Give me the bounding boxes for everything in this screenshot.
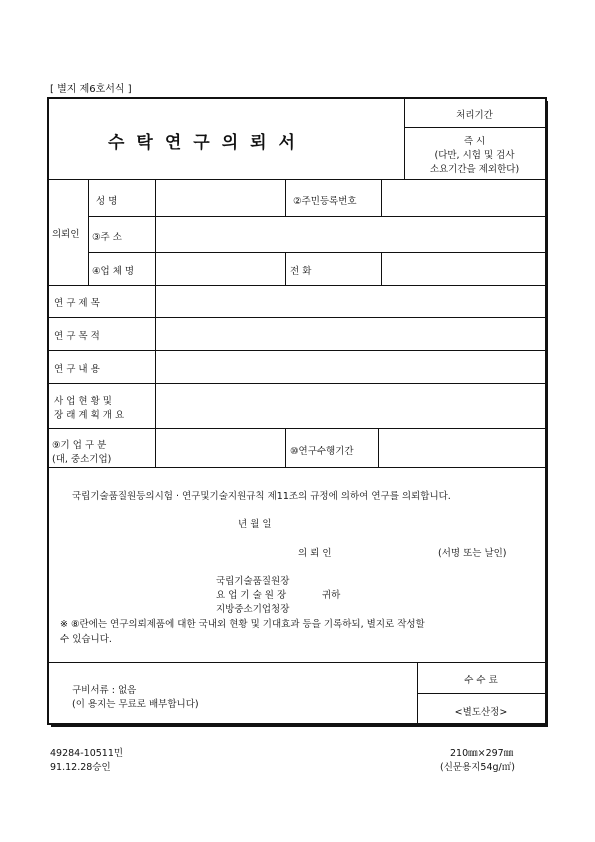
divider (49, 285, 545, 286)
research-content-label: 연 구 내 용 (54, 364, 100, 375)
name-field[interactable] (157, 181, 283, 214)
divider (381, 252, 382, 285)
free-distribution-note: (이 용지는 무료로 배부합니다) (72, 699, 199, 710)
resident-id-field[interactable] (383, 181, 543, 214)
research-title-label: 연 구 제 목 (54, 298, 100, 309)
research-content-field[interactable] (157, 352, 543, 381)
form-code: 49284-10511민 (50, 748, 124, 759)
form-title: 수탁연구의뢰서 (108, 133, 307, 153)
phone-field[interactable] (383, 254, 543, 283)
processing-note-2: 소요기간을 제외한다) (429, 164, 520, 175)
divider (155, 179, 156, 285)
divider (49, 662, 545, 663)
business-status-label-1: 사 업 현 황 및 (54, 396, 112, 407)
phone-label: 전 화 (290, 266, 312, 277)
research-title-field[interactable] (157, 287, 543, 315)
recipient-suffix: 귀하 (322, 590, 341, 601)
company-name-label: ④업 체 명 (92, 266, 135, 277)
research-purpose-field[interactable] (157, 319, 543, 348)
paper-type: (신문용지54g/㎡) (440, 762, 515, 773)
divider (285, 252, 286, 285)
recipient-2: 요 업 기 술 원 장 (216, 590, 287, 601)
divider (285, 179, 286, 216)
processing-note-1: (다만, 시험 및 검사 (434, 150, 515, 161)
divider (88, 216, 545, 217)
requester-group-label: 의뢰인 (52, 229, 80, 240)
requester-sign-label: 의 뢰 인 (298, 548, 332, 559)
company-name-field[interactable] (157, 254, 283, 283)
company-category-label-1: ⑨기 업 구 분 (52, 440, 107, 451)
divider (417, 693, 545, 694)
name-label: 성 명 (96, 196, 118, 207)
paper-size: 210㎜×297㎜ (450, 748, 514, 759)
recipient-1: 국립기술품질원장 (216, 576, 290, 587)
divider (49, 179, 545, 180)
divider (49, 428, 545, 429)
resident-id-label: ②주민등록번호 (293, 196, 357, 207)
attachments-label: 구비서류 : 없음 (72, 685, 137, 696)
address-label: ③주 소 (92, 232, 122, 243)
company-category-field[interactable] (157, 430, 283, 465)
divider (49, 383, 545, 384)
research-period-field[interactable] (380, 430, 543, 465)
divider (49, 467, 545, 468)
business-status-field[interactable] (157, 385, 543, 426)
divider (155, 285, 156, 467)
business-status-label-2: 장 래 계 획 개 요 (54, 410, 125, 421)
divider (88, 179, 89, 285)
fee-label: 수 수 료 (464, 675, 498, 686)
form-number-label: [ 별지 제6호서식 ] (50, 84, 132, 95)
note-line-1: ※ ⑧란에는 연구의뢰제품에 대한 국내외 현황 및 기대효과 등을 기록하되, 별지로 작성할 (60, 619, 425, 630)
divider (285, 428, 286, 467)
divider (88, 252, 545, 253)
approval-date: 91.12.28승인 (50, 762, 111, 773)
address-field[interactable] (157, 218, 543, 250)
company-category-label-2: (대, 중소기업) (52, 454, 112, 465)
divider (378, 428, 379, 467)
recipient-3: 지방중소기업청장 (216, 604, 290, 615)
fee-value: <별도산정> (454, 707, 508, 718)
processing-period-value: 즉 시 (463, 136, 486, 147)
research-period-label: ⑩연구수행기간 (290, 446, 354, 457)
date-line: 년 월 일 (238, 519, 272, 530)
note-line-2: 수 있습니다. (60, 634, 112, 645)
signature-note: (서명 또는 날인) (438, 548, 507, 559)
research-purpose-label: 연 구 목 적 (54, 331, 100, 342)
divider (49, 350, 545, 351)
divider (381, 179, 382, 216)
divider (404, 127, 545, 128)
request-statement: 국립기술품질원등의시험 · 연구및기술지원규칙 제11조의 규정에 의하여 연구를 의뢰합니다. (72, 491, 451, 502)
processing-period-label: 처리기간 (456, 110, 493, 121)
divider (49, 317, 545, 318)
